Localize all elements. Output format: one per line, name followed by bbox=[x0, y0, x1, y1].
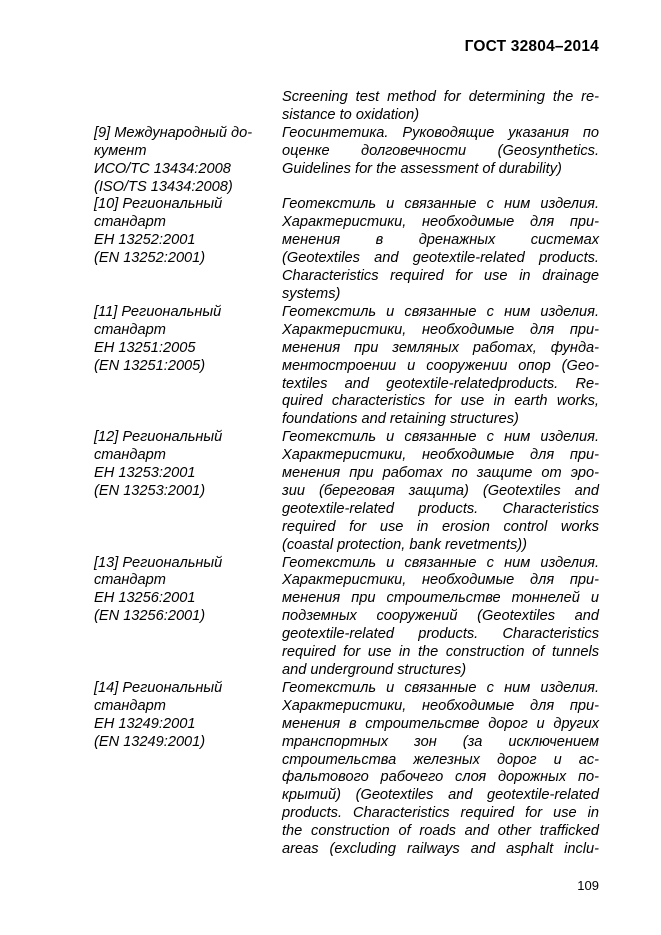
reference-title-line: ментостроении и сооружении опор (Geo- bbox=[282, 357, 599, 374]
reference-title-line: Характеристики, необходимые для при- bbox=[282, 697, 599, 714]
reference-title-line: geotextile-related products. Characteristics bbox=[282, 626, 599, 643]
bibliography-entry bbox=[94, 304, 599, 429]
reference-label-line: [10] Региональный bbox=[94, 196, 223, 213]
reference-title-line: Характеристики, необходимые для при- bbox=[282, 572, 599, 589]
entry-reference-label bbox=[94, 125, 274, 197]
reference-label-line: (EN 13252:2001) bbox=[94, 250, 206, 267]
reference-label-line: [12] Региональный bbox=[94, 429, 223, 446]
reference-title-line: foundations and retaining structures) bbox=[282, 411, 519, 428]
reference-title-line: подземных сооружений (Geotextiles and bbox=[282, 608, 599, 625]
reference-title-line: (Geotextiles and geotextile-related products. bbox=[282, 250, 599, 267]
reference-label-line: [11] Региональный bbox=[94, 303, 222, 320]
reference-title-line: Геотекстиль и связанные с ним изделия. bbox=[282, 303, 599, 320]
reference-label-line: стандарт bbox=[94, 214, 166, 231]
reference-title-line: areas (excluding railways and asphalt inclu- bbox=[282, 841, 599, 858]
entry-reference-title bbox=[282, 429, 599, 554]
bibliography-entry bbox=[94, 429, 599, 554]
reference-title-line: Характеристики, необходимые для при- bbox=[282, 447, 599, 464]
entry-reference-label bbox=[94, 429, 274, 554]
reference-label-line: ЕН 13252:2001 bbox=[94, 232, 196, 249]
entry-reference-label bbox=[94, 304, 274, 429]
entry-reference-label bbox=[94, 680, 274, 859]
reference-title-line: sistance to oxidation) bbox=[282, 106, 420, 123]
entry-reference-title bbox=[282, 555, 599, 680]
reference-title-line: Геотекстиль и связанные с ним изделия. bbox=[282, 679, 599, 696]
entry-reference-title bbox=[282, 196, 599, 303]
entry-reference-title bbox=[282, 680, 599, 859]
reference-title-line: Геотекстиль и связанные с ним изделия. bbox=[282, 429, 599, 446]
reference-title-line: Геотекстиль и связанные с ним изделия. bbox=[282, 196, 599, 213]
reference-title-line: менения при строительстве тоннелей и bbox=[282, 590, 599, 607]
entry-reference-label bbox=[94, 555, 274, 680]
reference-label-line: ЕН 13249:2001 bbox=[94, 715, 196, 732]
reference-title-line: Геотекстиль и связанные с ним изделия. bbox=[282, 554, 599, 571]
reference-label-line: стандарт bbox=[94, 572, 166, 589]
reference-title-line: required for use in the construction of tunnels bbox=[282, 644, 599, 661]
reference-label-line: (EN 13253:2001) bbox=[94, 482, 206, 499]
reference-label-line: (ISO/TS 13434:2008) bbox=[94, 178, 233, 195]
reference-title-line: the construction of roads and other trafficked bbox=[282, 823, 599, 840]
reference-label-line: (EN 13249:2001) bbox=[94, 733, 206, 750]
reference-title-line: Screening test method for determining the re- bbox=[282, 89, 599, 105]
reference-label-line: кумент bbox=[94, 142, 147, 159]
reference-title-line: фальтового рабочего слоя дорожных по- bbox=[282, 769, 599, 786]
bibliography-entry bbox=[94, 680, 599, 859]
reference-label-line: (EN 13256:2001) bbox=[94, 608, 206, 625]
reference-label-line: стандарт bbox=[94, 447, 166, 464]
entry-reference-title bbox=[282, 89, 599, 125]
reference-label-line: ЕН 13253:2001 bbox=[94, 465, 196, 482]
reference-label-line: стандарт bbox=[94, 321, 166, 338]
reference-title-line: and underground structures) bbox=[282, 662, 467, 678]
reference-label-line: ЕН 13256:2001 bbox=[94, 590, 196, 607]
reference-label-line: (EN 13251:2005) bbox=[94, 357, 206, 374]
entry-reference-label bbox=[94, 89, 274, 125]
reference-title-line: менения в строительстве дорог и других bbox=[282, 715, 599, 732]
reference-title-line: required for use in erosion control works bbox=[282, 518, 599, 535]
reference-label-line: [13] Региональный bbox=[94, 554, 223, 571]
reference-title-line: оценке долговечности (Geosynthetics. bbox=[282, 142, 599, 159]
reference-title-line: строительства железных дорог и ас- bbox=[282, 751, 599, 768]
bibliography-entry bbox=[94, 196, 599, 303]
entry-reference-title bbox=[282, 125, 599, 197]
bibliography-entry bbox=[94, 89, 599, 125]
reference-title-line: Characteristics required for use in drainage bbox=[282, 268, 599, 285]
reference-title-line: менения при земляных работах, фунда- bbox=[282, 339, 599, 356]
reference-title-line: Характеристики, необходимые для при- bbox=[282, 214, 599, 231]
reference-title-line: менения при работах по защите от эро- bbox=[282, 465, 599, 482]
entry-reference-title bbox=[282, 304, 599, 429]
reference-title-line: менения в дренажных системах bbox=[282, 232, 599, 249]
page-number: 109 bbox=[577, 878, 599, 893]
reference-title-line: (coastal protection, bank revetments)) bbox=[282, 536, 527, 553]
reference-title-line: Характеристики, необходимые для при- bbox=[282, 321, 599, 338]
reference-label-line: [9] Международный до- bbox=[94, 124, 253, 141]
reference-title-line: транспортных зон (за исключением bbox=[282, 733, 599, 750]
reference-title-line: quired characteristics for use in earth works, bbox=[282, 393, 599, 410]
reference-title-line: products. Characteristics required for use in bbox=[282, 805, 599, 822]
reference-label-line: ЕН 13251:2005 bbox=[94, 339, 196, 356]
reference-label-line: [14] Региональный bbox=[94, 679, 223, 696]
entry-reference-label bbox=[94, 196, 274, 303]
bibliography-entry bbox=[94, 555, 599, 680]
reference-title-line: geotextile-related products. Characteristics bbox=[282, 500, 599, 517]
bibliography-list bbox=[94, 89, 599, 859]
document-header-standard: ГОСТ 32804–2014 bbox=[464, 38, 599, 55]
reference-label-line: стандарт bbox=[94, 697, 166, 714]
reference-title-line: крытий) (Geotextiles and geotextile-related bbox=[282, 787, 599, 804]
reference-title-line: textiles and geotextile-relatedproducts. Re- bbox=[282, 375, 599, 392]
reference-label-line: ИСО/ТС 13434:2008 bbox=[94, 160, 231, 177]
reference-title-line: зии (береговая защита) (Geotextiles and bbox=[282, 482, 599, 499]
reference-title-line: systems) bbox=[282, 285, 341, 302]
bibliography-entry bbox=[94, 125, 599, 197]
reference-title-line: Guidelines for the assessment of durability) bbox=[282, 160, 562, 177]
reference-title-line: Геосинтетика. Руководящие указания по bbox=[282, 124, 599, 141]
